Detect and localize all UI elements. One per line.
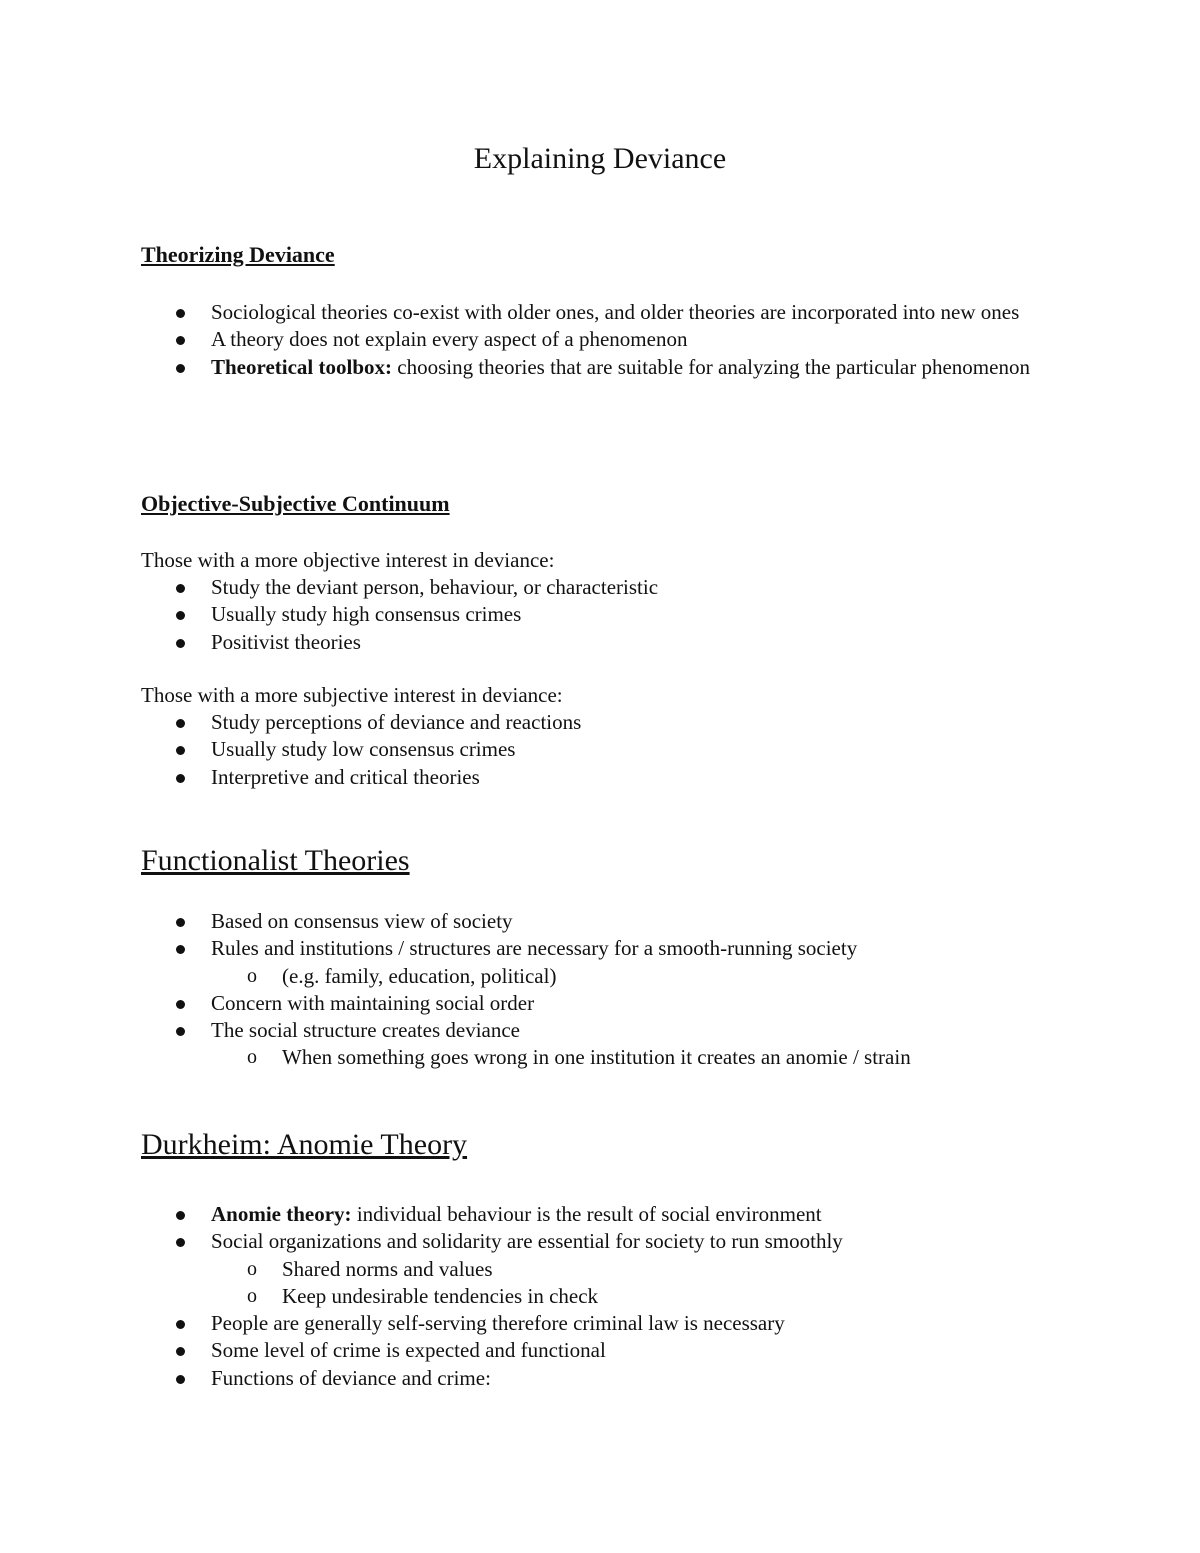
document-title: Explaining Deviance	[473, 142, 727, 175]
item-text: Interpretive and critical theories	[211, 764, 480, 789]
list-item	[141, 574, 1041, 601]
sub-list-item	[211, 1256, 1041, 1283]
list-item	[141, 1017, 1041, 1072]
item-text: Usually study low consensus crimes	[211, 737, 516, 762]
heading-durkheim-anomie: Durkheim: Anomie Theory	[141, 1128, 468, 1161]
item-text: Positivist theories	[211, 629, 361, 654]
item-term: Theoretical toolbox:	[211, 354, 393, 379]
list-item	[141, 326, 1041, 353]
list-item	[141, 736, 1041, 763]
list-item	[141, 601, 1041, 628]
list-item	[141, 990, 1041, 1017]
subjective-list	[141, 709, 1041, 791]
sub-item-text: Shared norms and values	[282, 1256, 493, 1281]
item-text: Functions of deviance and crime:	[211, 1365, 491, 1390]
heading-functionalist-theories: Functionalist Theories	[141, 844, 410, 877]
item-text: Social organizations and solidarity are essential for society to run smoothly	[211, 1229, 843, 1254]
objective-intro: Those with a more objective interest in deviance:	[141, 548, 555, 572]
list-item	[141, 354, 1041, 381]
item-text: Study perceptions of deviance and reactions	[211, 710, 582, 734]
list-item	[141, 1228, 1041, 1310]
heading-objective-subjective: Objective-Subjective Continuum	[141, 491, 450, 516]
sub-item-text: (e.g. family, education, political)	[282, 963, 557, 988]
sub-list-item	[211, 1283, 1041, 1310]
sub-list-item	[211, 963, 1041, 990]
item-text: Sociological theories co-exist with older ones, and older theories are incorporated into new ones	[211, 300, 1020, 324]
objective-list	[141, 574, 1041, 656]
sub-item-text: When something goes wrong in one institution it creates an anomie / strain	[282, 1045, 911, 1070]
sub-list	[211, 963, 1041, 990]
sub-list-item	[211, 1044, 1041, 1071]
list-item	[141, 935, 1041, 990]
item-text: individual behaviour is the result of social environment	[351, 1202, 822, 1226]
functionalist-list	[141, 908, 1041, 1072]
item-text: People are generally self-serving therefore criminal law is necessary	[211, 1311, 785, 1336]
item-text: The social structure creates deviance	[211, 1018, 521, 1043]
list-item	[141, 908, 1041, 935]
item-text: Usually study high consensus crimes	[211, 602, 522, 627]
item-text: Based on consensus view of society	[211, 909, 513, 933]
list-item	[141, 299, 1041, 326]
sub-item-text: Keep undesirable tendencies in check	[282, 1283, 599, 1308]
durkheim-list	[141, 1201, 1041, 1392]
item-text: choosing theories that are suitable for analyzing the particular phenomenon	[392, 354, 1030, 379]
subjective-intro: Those with a more subjective interest in deviance:	[141, 683, 563, 707]
item-text: Concern with maintaining social order	[211, 990, 535, 1015]
list-item	[141, 629, 1041, 656]
item-text: Rules and institutions / structures are necessary for a smooth-running society	[211, 936, 858, 961]
heading-theorizing-deviance: Theorizing Deviance	[141, 242, 335, 267]
item-text: Some level of crime is expected and functional	[211, 1338, 606, 1363]
list-item	[141, 1337, 1041, 1364]
item-text: Study the deviant person, behaviour, or characteristic	[211, 575, 659, 599]
item-term: Anomie theory:	[211, 1202, 352, 1226]
sub-list	[211, 1044, 1041, 1071]
theorizing-list	[141, 299, 1041, 381]
list-item	[141, 1310, 1041, 1337]
item-text: A theory does not explain every aspect of a phenomenon	[211, 327, 688, 352]
list-item	[141, 709, 1041, 736]
list-item	[141, 1365, 1041, 1392]
list-item	[141, 764, 1041, 791]
sub-list	[211, 1256, 1041, 1311]
list-item	[141, 1201, 1041, 1228]
